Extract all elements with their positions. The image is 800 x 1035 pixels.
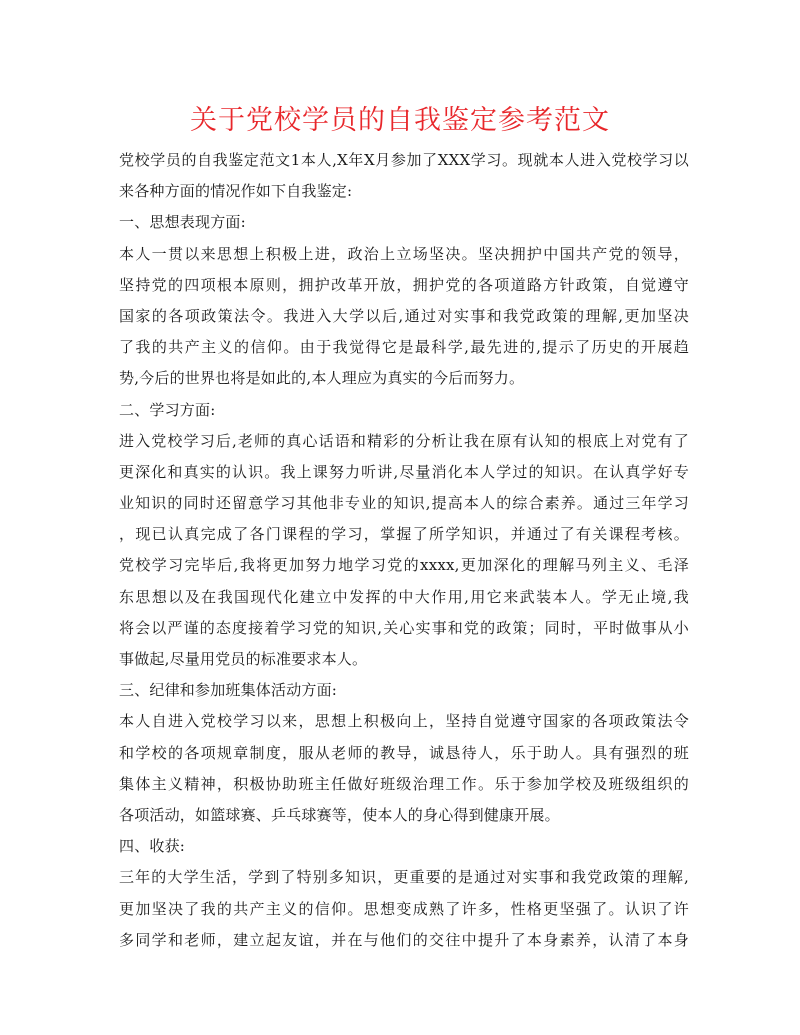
text-line: 本人一贯以来思想上积极上进，政治上立场坚决。坚决拥护中国共产党的领导， — [119, 244, 689, 263]
text-line: 各项活动，如篮球赛、乒乓球赛等，使本人的身心得到健康开展。 — [119, 805, 560, 824]
text-line: 了我的共产主义的信仰。由于我觉得它是最科学,最先进的,提示了历史的开展趋 — [119, 338, 689, 357]
document-title: 关于党校学员的自我鉴定参考范文 — [190, 105, 610, 136]
text-line: 将会以严谨的态度接着学习党的知识,关心实事和党的政策；同时，平时做事从小 — [119, 618, 689, 637]
text-line: 三年的大学生活，学到了特别多知识，更重要的是通过对实事和我党政策的理解, — [119, 868, 689, 887]
text-line: ，现已认真完成了各门课程的学习，掌握了所学知识，并通过了有关课程考核。 — [119, 525, 689, 544]
text-line: 东思想以及在我国现代化建立中发挥的中大作用,用它来武装本人。学无止境,我 — [119, 587, 689, 606]
text-line: 党校学习完毕后,我将更加努力地学习党的xxxx,更加深化的理解马列主义、毛泽 — [119, 556, 689, 575]
text-line: 本人自进入党校学习以来，思想上积极向上，坚持自觉遵守国家的各项政策法令 — [119, 712, 689, 731]
section-heading: 一、思想表现方面: — [119, 213, 246, 232]
section-heading: 四、收获: — [119, 837, 186, 856]
text-line: 多同学和老师，建立起友谊，并在与他们的交往中提升了本身素养，认清了本身 — [119, 930, 689, 949]
text-line: 势,今后的世界也将是如此的,本人理应为真实的今后而努力。 — [119, 369, 525, 388]
document-body — [119, 145, 689, 956]
text-line: 业知识的同时还留意学习其他非专业的知识,提高本人的综合素养。通过三年学习 — [119, 494, 689, 513]
text-line: 和学校的各项规章制度，服从老师的教导，诚恳待人，乐于助人。具有强烈的班 — [119, 743, 689, 762]
text-line: 坚持党的四项根本原则，拥护改革开放，拥护党的各项道路方针政策，自觉遵守 — [119, 275, 689, 294]
text-line: 进入党校学习后,老师的真心话语和精彩的分析让我在原有认知的根底上对党有了 — [119, 431, 689, 450]
text-line: 来各种方面的情况作如下自我鉴定: — [119, 182, 353, 201]
text-line: 事做起,尽量用党员的标准要求本人。 — [119, 650, 368, 668]
section-heading: 三、纪律和参加班集体活动方面: — [119, 681, 338, 700]
section-heading: 二、学习方面: — [119, 400, 216, 419]
text-line: 国家的各项政策法令。我进入大学以后,通过对实事和我党政策的理解,更加坚决 — [119, 306, 689, 325]
text-line: 更加坚决了我的共产主义的信仰。思想变成熟了许多，性格更坚强了。认识了许 — [119, 899, 689, 918]
text-line: 更深化和真实的认识。我上课努力听讲,尽量消化本人学过的知识。在认真学好专 — [119, 462, 689, 481]
text-line: 集体主义精神，积极协助班主任做好班级治理工作。乐于参加学校及班级组织的 — [119, 774, 689, 793]
text-line: 党校学员的自我鉴定范文1本人,X年X月参加了XXX学习。现就本人进入党校学习以 — [119, 151, 689, 169]
